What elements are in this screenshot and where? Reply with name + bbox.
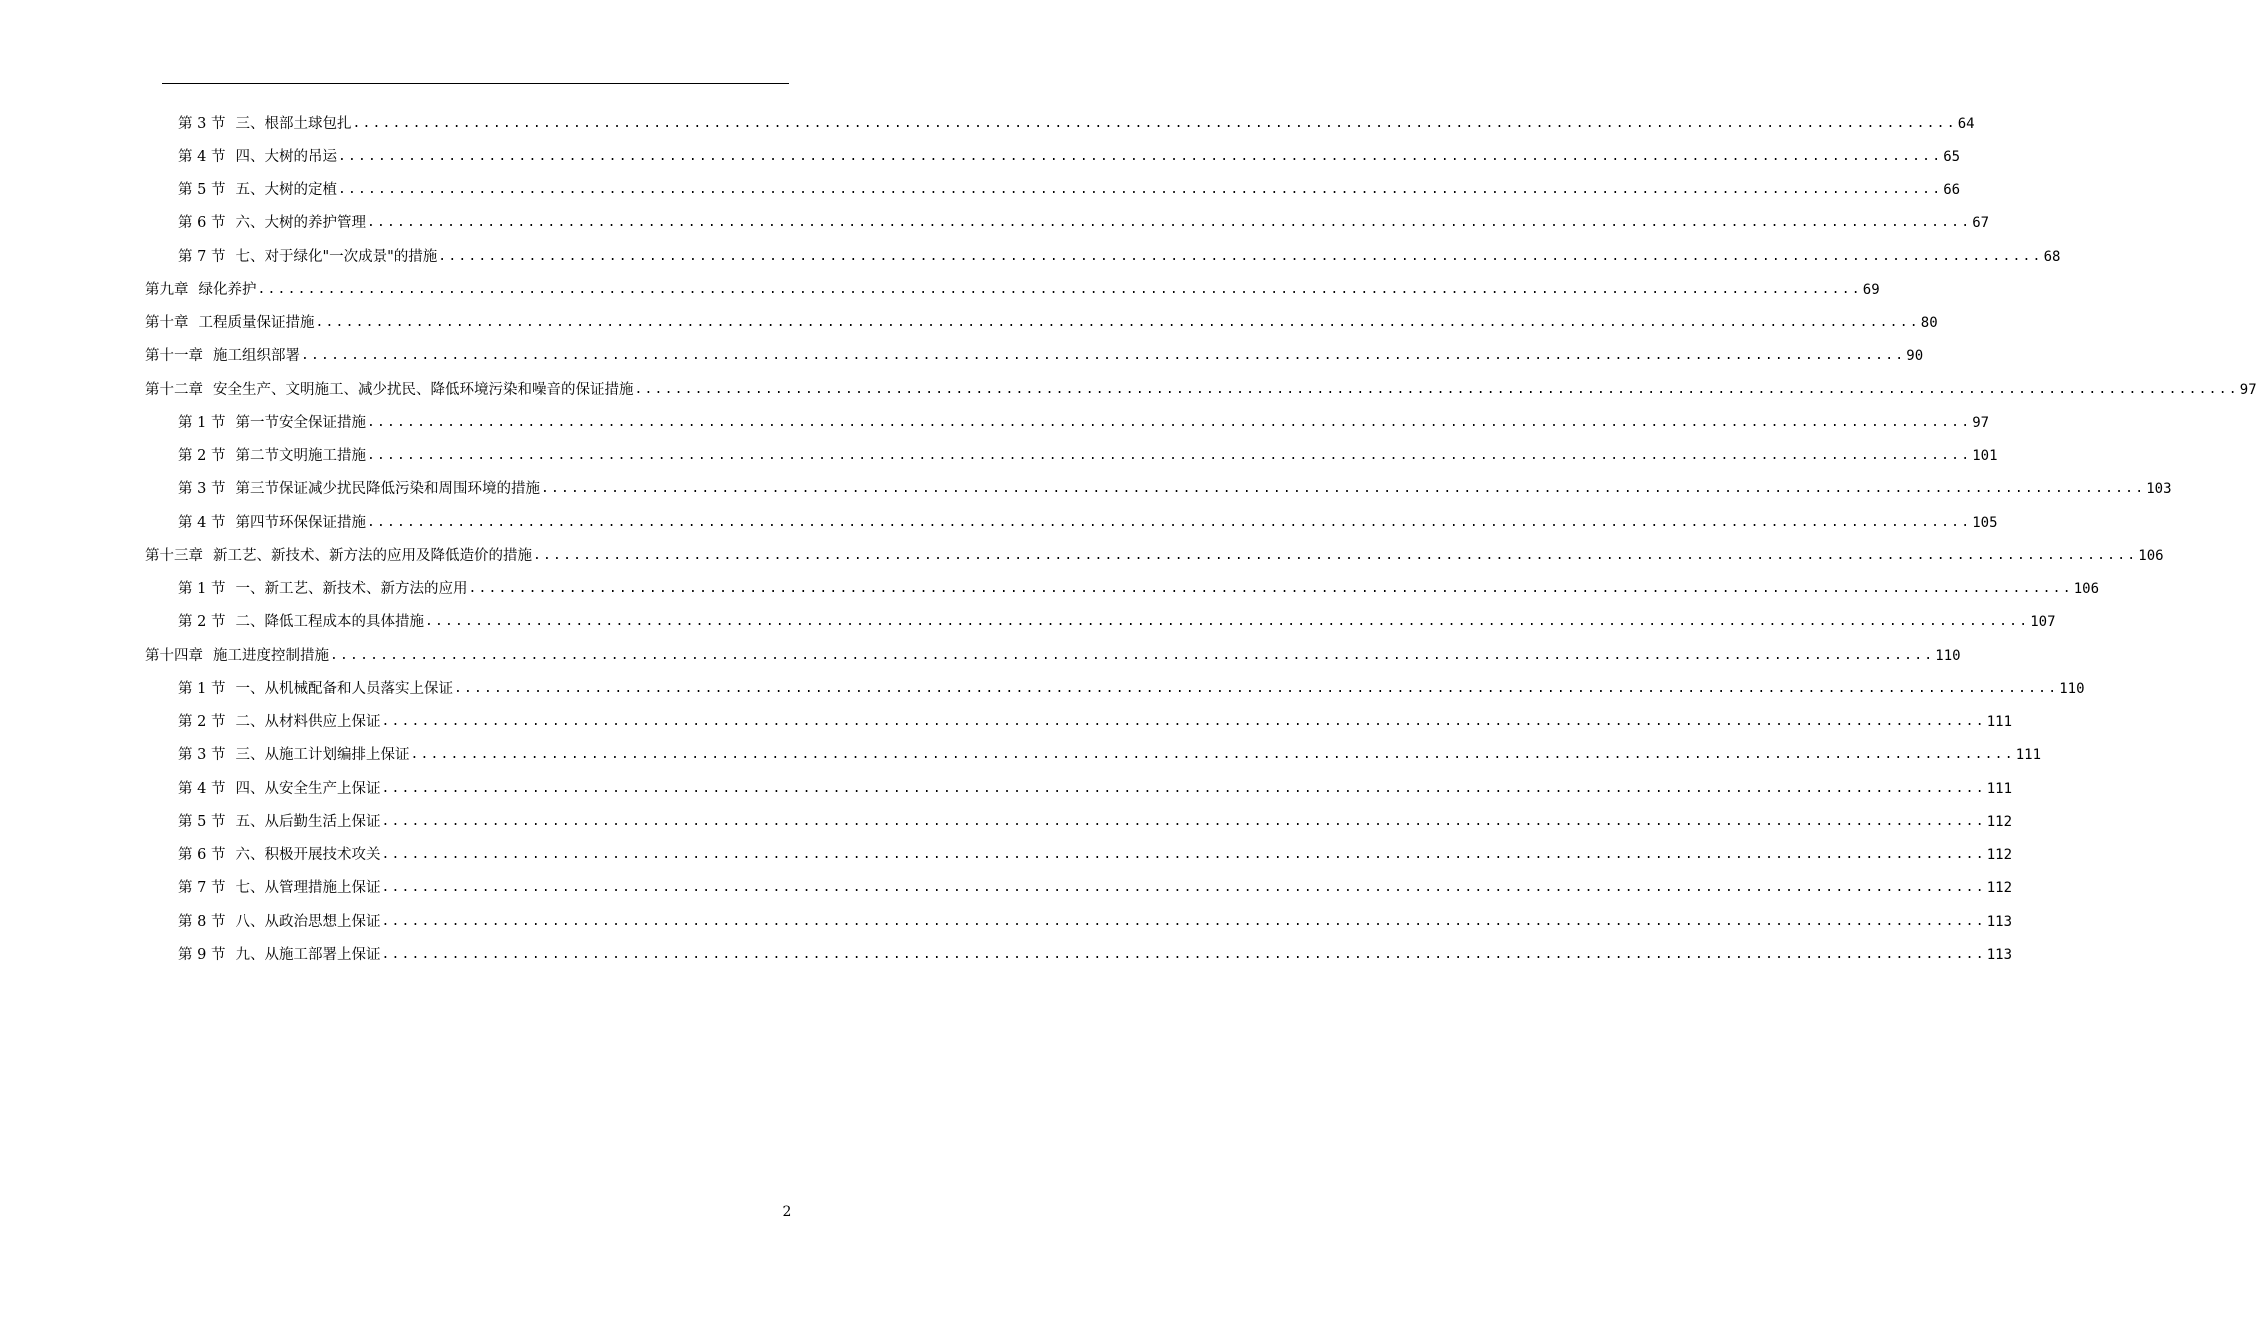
toc-entry-page-number: 106 — [2073, 581, 2100, 598]
toc-entry-page-number: 113 — [1986, 946, 2013, 963]
toc-entry-page-number: 110 — [1935, 647, 1961, 664]
toc-entry-title: 三、根部土球包扎 — [235, 115, 352, 132]
toc-entry-number: 第 4 节 — [178, 780, 226, 797]
toc-entry-number: 第 1 节 — [178, 581, 226, 598]
toc-entry-title: 二、从材料供应上保证 — [235, 714, 381, 731]
toc-entry-number: 第 8 节 — [178, 913, 226, 930]
toc-dot-leader: ................................................................................................................................................................ — [315, 315, 1920, 331]
toc-chapter-entry[interactable] — [0, 273, 1880, 306]
toc-entry-title: 八、从政治思想上保证 — [235, 913, 381, 930]
toc-dot-leader: ................................................................................................................................................................ — [410, 747, 2015, 763]
toc-entry-label — [178, 680, 453, 698]
toc-entry-page-number: 64 — [1957, 115, 1975, 132]
toc-entry-label — [178, 514, 366, 532]
toc-entry-page-number: 112 — [1986, 847, 2013, 864]
toc-entry-page-number: 90 — [1906, 348, 1924, 365]
toc-entry-title: 工程质量保证措施 — [198, 315, 315, 332]
toc-entry-title: 一、从机械配备和人员落实上保证 — [235, 680, 453, 697]
toc-section-entry[interactable] — [0, 606, 2056, 639]
toc-entry-label — [178, 248, 437, 266]
toc-entry-page-number: 69 — [1862, 281, 1880, 298]
toc-entry-label — [178, 613, 424, 631]
toc-entry-label — [145, 547, 532, 565]
toc-section-entry[interactable] — [0, 140, 1961, 173]
toc-entry-page-number: 66 — [1943, 182, 1961, 199]
toc-entry-title: 五、大树的定植 — [235, 182, 337, 199]
toc-entry-page-number: 107 — [2030, 614, 2056, 631]
toc-entry-number: 第 3 节 — [178, 747, 226, 764]
toc-section-entry[interactable] — [0, 174, 1961, 207]
toc-entry-title: 二、降低工程成本的具体措施 — [235, 614, 424, 631]
toc-section-entry[interactable] — [0, 440, 1998, 473]
toc-entry-number: 第 3 节 — [178, 115, 226, 132]
toc-entry-title: 第三节保证减少扰民降低污染和周围环境的措施 — [235, 481, 540, 498]
toc-entry-page-number: 97 — [1972, 414, 1990, 431]
toc-entry-label — [178, 148, 337, 166]
toc-dot-leader: ................................................................................................................................................................ — [330, 647, 1935, 663]
toc-dot-leader: ................................................................................................................................................................ — [381, 780, 1986, 796]
toc-entry-number: 第十四章 — [145, 647, 203, 664]
toc-dot-leader: ................................................................................................................................................................ — [381, 946, 1986, 962]
toc-chapter-entry[interactable] — [0, 307, 1938, 340]
toc-entry-page-number: 111 — [2015, 747, 2042, 764]
toc-section-entry[interactable] — [0, 839, 2013, 872]
toc-dot-leader: ................................................................................................................................................................ — [424, 614, 2030, 630]
toc-entry-number: 第 2 节 — [178, 714, 226, 731]
toc-entry-title: 七、对于绿化"一次成景"的措施 — [235, 248, 438, 265]
table-of-contents — [0, 107, 2257, 972]
toc-entry-page-number: 111 — [1986, 714, 2013, 731]
toc-entry-label — [178, 181, 337, 199]
toc-entry-title: 三、从施工计划编排上保证 — [235, 747, 410, 764]
toc-entry-number: 第 6 节 — [178, 847, 226, 864]
toc-entry-number: 第 7 节 — [178, 880, 226, 897]
toc-dot-leader: ................................................................................................................................................................ — [381, 913, 1986, 929]
toc-entry-label — [178, 780, 380, 798]
toc-entry-label — [178, 813, 380, 831]
toc-dot-leader: ................................................................................................................................................................ — [352, 115, 1957, 131]
toc-entry-label — [178, 879, 380, 897]
toc-entry-number: 第 2 节 — [178, 448, 226, 465]
toc-section-entry[interactable] — [0, 938, 2013, 971]
toc-entry-title: 施工组织部署 — [213, 348, 300, 365]
toc-dot-leader: ................................................................................................................................................................ — [381, 847, 1986, 863]
toc-section-entry[interactable] — [0, 772, 2013, 805]
toc-entry-label — [145, 647, 329, 665]
toc-dot-leader: ................................................................................................................................................................ — [634, 381, 2239, 397]
toc-entry-title: 绿化养护 — [198, 281, 257, 298]
toc-entry-number: 第九章 — [145, 281, 189, 298]
page-number: 2 — [782, 1204, 792, 1220]
toc-dot-leader: ................................................................................................................................................................ — [381, 813, 1986, 829]
toc-entry-page-number: 105 — [1972, 514, 1998, 531]
toc-entry-page-number: 110 — [2059, 680, 2085, 697]
toc-section-entry[interactable] — [0, 240, 2061, 273]
toc-entry-number: 第 4 节 — [178, 514, 226, 531]
toc-entry-title: 一、新工艺、新技术、新方法的应用 — [235, 581, 468, 598]
toc-section-entry[interactable] — [0, 805, 2013, 838]
toc-entry-page-number: 111 — [1986, 780, 2013, 797]
toc-chapter-entry[interactable] — [0, 539, 2164, 572]
toc-entry-page-number: 80 — [1920, 315, 1938, 332]
toc-dot-leader: ................................................................................................................................................................ — [381, 880, 1986, 896]
toc-entry-label — [178, 846, 380, 864]
toc-section-entry[interactable] — [0, 406, 1990, 439]
toc-dot-leader: ................................................................................................................................................................ — [468, 581, 2073, 597]
toc-section-entry[interactable] — [0, 672, 2085, 705]
toc-entry-number: 第 6 节 — [178, 215, 226, 232]
toc-entry-label — [145, 381, 634, 399]
toc-entry-title: 第四节环保保证措施 — [235, 514, 366, 531]
toc-entry-title: 四、从安全生产上保证 — [235, 780, 381, 797]
toc-entry-label — [178, 480, 540, 498]
toc-entry-number: 第十一章 — [145, 348, 203, 365]
toc-entry-number: 第 7 节 — [178, 248, 226, 265]
toc-entry-title: 第一节安全保证措施 — [235, 414, 366, 431]
toc-chapter-entry[interactable] — [0, 639, 1961, 672]
toc-section-entry[interactable] — [0, 506, 1998, 539]
toc-section-entry[interactable] — [0, 473, 2172, 506]
toc-dot-leader: ................................................................................................................................................................ — [438, 248, 2043, 264]
toc-entry-number: 第十二章 — [145, 381, 203, 398]
toc-entry-title: 施工进度控制措施 — [213, 647, 329, 664]
toc-entry-number: 第 3 节 — [178, 481, 226, 498]
toc-entry-number: 第 2 节 — [178, 614, 226, 631]
toc-entry-label — [178, 414, 366, 432]
toc-entry-page-number: 112 — [1986, 880, 2013, 897]
toc-entry-label — [145, 314, 315, 332]
toc-entry-title: 新工艺、新技术、新方法的应用及降低造价的措施 — [213, 547, 532, 564]
toc-chapter-entry[interactable] — [0, 340, 1924, 373]
toc-dot-leader: ................................................................................................................................................................ — [301, 348, 1906, 364]
toc-entry-label — [145, 281, 257, 299]
toc-dot-leader: ................................................................................................................................................................ — [366, 414, 1972, 430]
toc-entry-page-number: 101 — [1972, 448, 1998, 465]
toc-dot-leader: ................................................................................................................................................................ — [257, 281, 1862, 297]
toc-dot-leader: ................................................................................................................................................................ — [453, 680, 2059, 696]
toc-dot-leader: ................................................................................................................................................................ — [366, 215, 1972, 231]
toc-entry-page-number: 112 — [1986, 813, 2013, 830]
toc-dot-leader: ................................................................................................................................................................ — [540, 481, 2146, 497]
toc-entry-number: 第 5 节 — [178, 813, 226, 830]
toc-entry-label — [178, 115, 351, 133]
toc-section-entry[interactable] — [0, 207, 1990, 240]
toc-entry-title: 五、从后勤生活上保证 — [235, 813, 381, 830]
toc-entry-label — [178, 913, 380, 931]
toc-section-entry[interactable] — [0, 905, 2013, 938]
toc-entry-title: 六、积极开展技术攻关 — [235, 847, 381, 864]
toc-dot-leader: ................................................................................................................................................................ — [366, 514, 1972, 530]
toc-entry-title: 安全生产、文明施工、减少扰民、降低环境污染和噪音的保证措施 — [213, 381, 634, 398]
toc-section-entry[interactable] — [0, 573, 2100, 606]
toc-chapter-entry[interactable] — [0, 373, 2257, 406]
toc-entry-page-number: 113 — [1986, 913, 2013, 930]
toc-dot-leader: ................................................................................................................................................................ — [381, 714, 1986, 730]
toc-entry-number: 第 5 节 — [178, 182, 226, 199]
toc-entry-label — [178, 746, 409, 764]
toc-entry-number: 第十三章 — [145, 547, 203, 564]
toc-dot-leader: ................................................................................................................................................................ — [533, 547, 2138, 563]
toc-dot-leader: ................................................................................................................................................................ — [337, 182, 1943, 198]
toc-entry-title: 第二节文明施工措施 — [235, 448, 366, 465]
toc-entry-label — [178, 580, 467, 598]
header-rule — [162, 83, 789, 84]
toc-entry-page-number: 65 — [1943, 148, 1961, 165]
toc-entry-title: 六、大树的养护管理 — [235, 215, 366, 232]
toc-entry-label — [178, 946, 380, 964]
toc-entry-page-number: 68 — [2043, 248, 2061, 265]
toc-entry-number: 第 1 节 — [178, 680, 226, 697]
toc-entry-number: 第十章 — [145, 315, 189, 332]
toc-entry-number: 第 4 节 — [178, 148, 226, 165]
toc-entry-page-number: 97 — [2239, 381, 2257, 398]
toc-entry-title: 九、从施工部署上保证 — [235, 946, 381, 963]
toc-entry-number: 第 9 节 — [178, 946, 226, 963]
toc-entry-label — [178, 713, 380, 731]
toc-dot-leader: ................................................................................................................................................................ — [366, 448, 1972, 464]
toc-entry-page-number: 106 — [2138, 547, 2164, 564]
toc-entry-label — [178, 447, 366, 465]
toc-entry-page-number: 103 — [2146, 481, 2172, 498]
toc-entry-label — [178, 214, 366, 232]
toc-section-entry[interactable] — [0, 872, 2013, 905]
toc-entry-title: 七、从管理措施上保证 — [235, 880, 381, 897]
toc-section-entry[interactable] — [0, 706, 2013, 739]
toc-entry-number: 第 1 节 — [178, 414, 226, 431]
toc-section-entry[interactable] — [0, 107, 1975, 140]
toc-entry-page-number: 67 — [1972, 215, 1990, 232]
toc-section-entry[interactable] — [0, 739, 2042, 772]
toc-entry-title: 四、大树的吊运 — [235, 148, 337, 165]
toc-dot-leader: ................................................................................................................................................................ — [337, 148, 1943, 164]
toc-entry-label — [145, 347, 300, 365]
